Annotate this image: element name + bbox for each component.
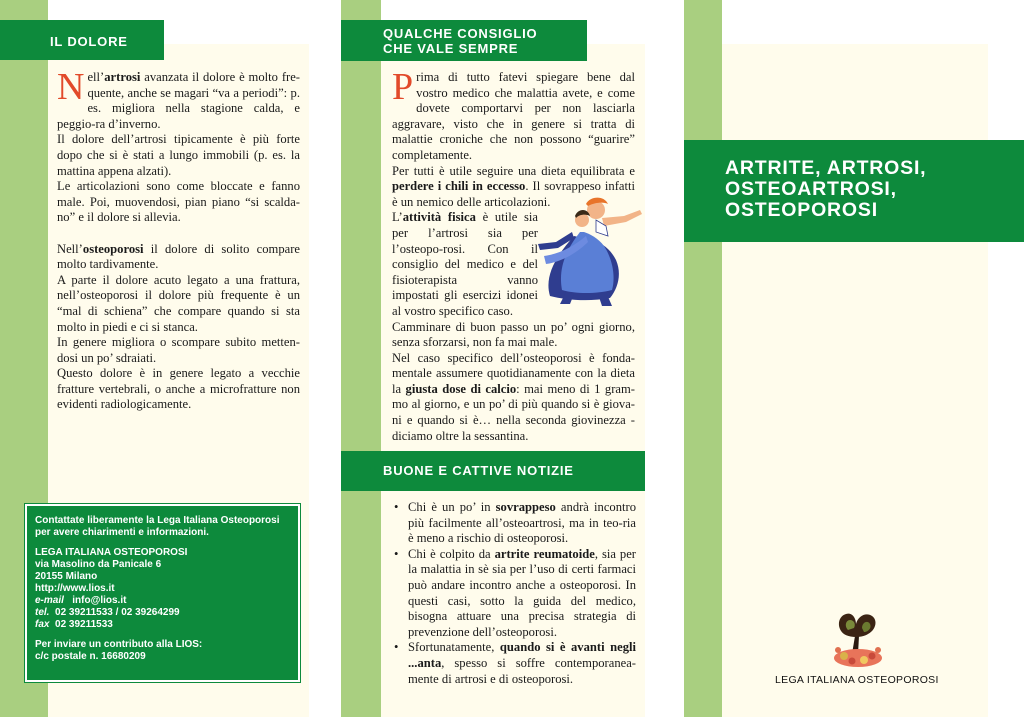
- dropcap: P: [392, 66, 414, 108]
- paragraph: A parte il dolore acuto legato a una frattura, nell’osteoporosi il dolore più frequente è un “mal di schiena” che compare quando si sta molto in piedi e ci si stanca.: [57, 272, 300, 334]
- city: 20155 Milano: [35, 571, 98, 582]
- paragraph: Il dolore dell’artrosi tipicamente è più forte dopo che si è stati a lungo immobili (p. es. la mattina appena alzati).: [57, 132, 300, 178]
- paragraph: In genere migliora o scompare subito metten-dosi un po’ sdraiati.: [57, 335, 300, 365]
- paragraph: Questo dolore è in genere legato a vecchie fratture vertebrali, o anche a microfratture non evidenti radiologicamente.: [57, 366, 300, 412]
- right-green-stripe: [684, 0, 722, 717]
- fax: 02 39211533: [55, 619, 113, 630]
- street: via Masolino da Panicale 6: [35, 559, 162, 570]
- panel1-text: [57, 66, 300, 413]
- cover-title: ARTRITE, ARTROSI, OSTEOARTROSI, OSTEOPOROSI: [684, 140, 1024, 242]
- dropcap: N: [57, 66, 85, 108]
- paragraph: Per tutti è utile seguire una dieta equilibrata e perdere i chili in eccesso. Il sovrappeso infatti è un nemico delle articolazioni.: [392, 163, 635, 209]
- lios-logo-icon: [828, 606, 886, 668]
- paragraph: L’attività fisica è utile sia per l’artrosi sia per l’osteopo-rosi. Con il consiglio del medico e del fisioterapista vanno impostati gli esercizi idonei al vostro specifico caso.: [392, 210, 538, 318]
- heading-qualche-consiglio: QUALCHE CONSIGLIO CHE VALE SEMPRE: [341, 20, 587, 61]
- paragraph: Prima di tutto fatevi spiegare bene dal vostro medico che malattia avete, e come dovete comportarvi per non lasciarla aggravare, visto che in genere si tratta di malattie croniche che non possono “guarire” completamente.: [392, 66, 635, 162]
- email-link[interactable]: info@lios.it: [72, 595, 127, 606]
- middle-green-stripe: [341, 0, 381, 717]
- website-link[interactable]: http://www.lios.it: [35, 583, 115, 594]
- news-bullet-list: [392, 500, 636, 687]
- list-item: • Chi è colpito da artrite reumatoide, sia per la malattia in sè sia per l’uso di certi farmaci può andare incontro anche a osteoporosi. In questi casi, sotto la guida del medico, bisogna attuare una precisa strategia di prevenzione dell’osteoporosi.: [392, 547, 636, 641]
- heading-il-dolore: IL DOLORE: [0, 20, 164, 60]
- paragraph: Le articolazioni sono come bloccate e fanno male. Poi, muovendosi, pian piano “si scalda-no” e il dolore si allevia.: [57, 179, 300, 225]
- dancing-couple-illustration: [536, 196, 648, 308]
- paragraph: Nell’artrosi avanzata il dolore è molto fre-quente, anche se magari “va a periodi”: p. es. migliora nella stagione calda, e peggio-ra d’inverno.: [57, 66, 300, 131]
- heading-buone-cattive-notizie: BUONE E CATTIVE NOTIZIE: [341, 451, 645, 491]
- list-item: • Chi è un po’ in sovrappeso andrà incontro più facilmente all’osteoartrosi, ma in teo-ria è meno a rischio di osteoporosi.: [392, 500, 636, 547]
- list-item: • Sfortunatamente, quando si è avanti negli ...anta, spesso si soffre contemporanea-mente di artrosi e di osteoporosi.: [392, 640, 636, 687]
- contact-box: Contattate liberamente la Lega Italiana Osteoporosi per avere chiarimenti e informazioni. LEGA ITALIANA OSTEOPOROSI via Masolino da Panicale 6 20155 Milano http://www.lios.it e-mail info@lios.it tel. 02 39211533 / 02 39264299 fax 02 39211533 Per inviare un contributo alla LIOS: c/c postale n. 16680209: [25, 504, 300, 682]
- org-name: LEGA ITALIANA OSTEOPOROSI: [35, 547, 188, 558]
- paragraph: Camminare di buon passo un po’ ogni giorno, senza sforzarsi, non fa mai male.: [392, 319, 635, 350]
- logo-text: LEGA ITALIANA OSTEOPOROSI: [775, 674, 939, 686]
- phone: 02 39211533 / 02 39264299: [55, 607, 180, 618]
- paragraph: Nell’osteoporosi il dolore di solito compare molto tardivamente.: [57, 241, 300, 272]
- paragraph: Nel caso specifico dell’osteoporosi è fonda-mentale assumere quotidianamente con la dieta la giusta dose di calcio: mai meno di 1 gram-mo al giorno, e un po’ di più quando si è giova-ni e quando si è… nella seconda giovinezza - diciamo oltre la sessantina.: [392, 350, 635, 443]
